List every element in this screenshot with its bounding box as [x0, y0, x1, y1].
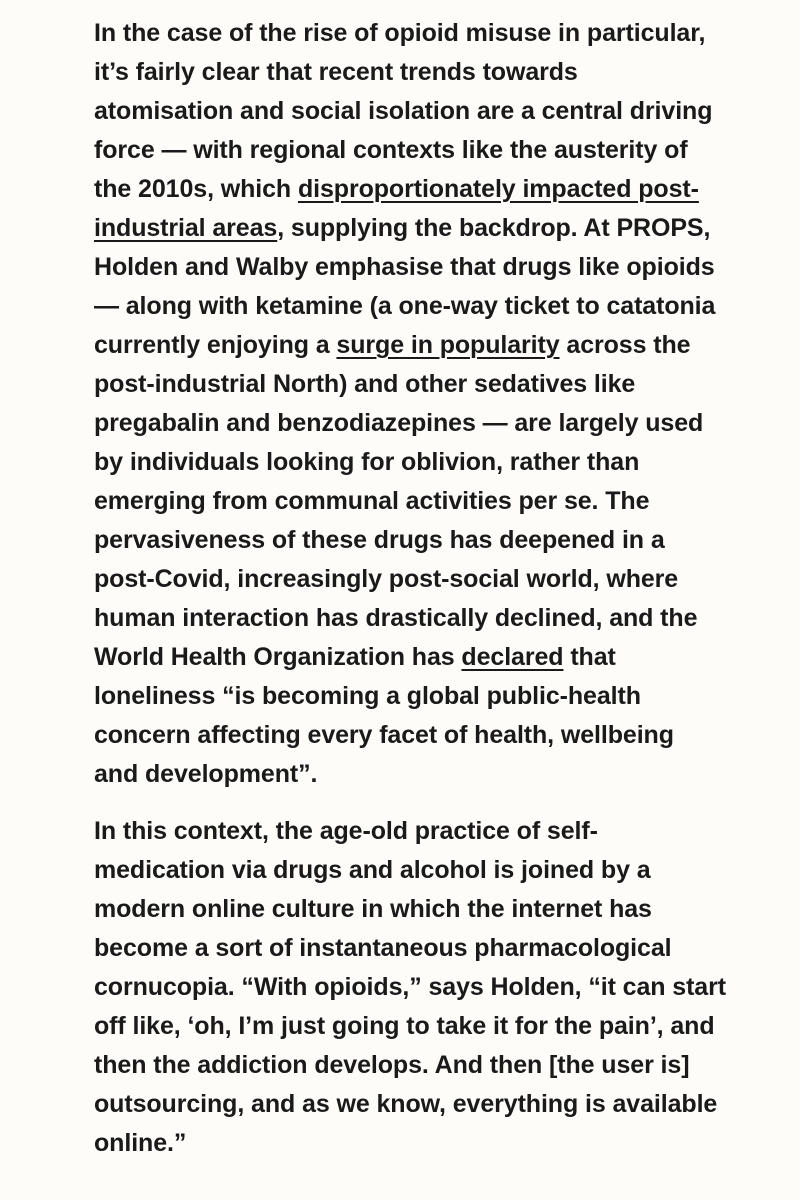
text-line: off like, ‘oh, I’m just going to take it for the pain’, and: [94, 1012, 715, 1040]
text-line: cornucopia. “With opioids,” says Holden, “it can start: [94, 973, 726, 1001]
text-line: modern online culture in which the internet has: [94, 895, 652, 923]
text-segment: World Health Organization has: [94, 643, 462, 671]
text-segment: that: [563, 643, 616, 671]
text-line: force — with regional contexts like the austerity of: [94, 136, 688, 164]
text-line: outsourcing, and as we know, everything is available: [94, 1090, 718, 1118]
text-line: [94, 170, 734, 209]
text-segment: the 2010s, which: [94, 175, 298, 203]
text-line: atomisation and social isolation are a central driving: [94, 97, 713, 125]
text-line: concern affecting every facet of health, wellbeing: [94, 721, 674, 749]
text-segment: currently enjoying a: [94, 331, 337, 359]
text-line: become a sort of instantaneous pharmacological: [94, 934, 672, 962]
paragraph-2: [94, 812, 734, 1163]
text-segment: , supplying the backdrop. At PROPS,: [277, 214, 711, 242]
text-line: post-industrial North) and other sedatives like: [94, 370, 636, 398]
paragraph-1: [94, 14, 734, 794]
text-line: then the addiction develops. And then [the user is]: [94, 1051, 690, 1079]
link-declared[interactable]: declared: [461, 643, 564, 671]
text-segment: across the: [559, 331, 691, 359]
text-line: post-Covid, increasingly post-social world, where: [94, 565, 679, 593]
text-line: In this context, the age-old practice of self-: [94, 817, 598, 845]
text-line: — along with ketamine (a one-way ticket to catatonia: [94, 292, 716, 320]
text-line: [94, 326, 734, 365]
text-line: [94, 209, 734, 248]
text-line: online.”: [94, 1129, 187, 1157]
link-surge-in-popularity[interactable]: surge in popularity: [336, 331, 560, 359]
text-line: medication via drugs and alcohol is joined by a: [94, 856, 651, 884]
article-body: [94, 14, 734, 1181]
link-disproportionately-impacted[interactable]: disproportionately impacted post-: [297, 175, 699, 203]
text-line: In the case of the rise of opioid misuse in particular,: [94, 19, 706, 47]
text-line: emerging from communal activities per se. The: [94, 487, 650, 515]
text-line: by individuals looking for oblivion, rather than: [94, 448, 640, 476]
text-line: loneliness “is becoming a global public-health: [94, 682, 641, 710]
text-line: and development”.: [94, 760, 318, 788]
text-line: Holden and Walby emphasise that drugs like opioids: [94, 253, 715, 281]
text-line: [94, 638, 734, 677]
text-line: human interaction has drastically declined, and the: [94, 604, 698, 632]
text-line: pregabalin and benzodiazepines — are largely used: [94, 409, 704, 437]
link-industrial-areas[interactable]: industrial areas: [94, 214, 278, 242]
text-line: it’s fairly clear that recent trends towards: [94, 58, 578, 86]
text-line: pervasiveness of these drugs has deepened in a: [94, 526, 665, 554]
